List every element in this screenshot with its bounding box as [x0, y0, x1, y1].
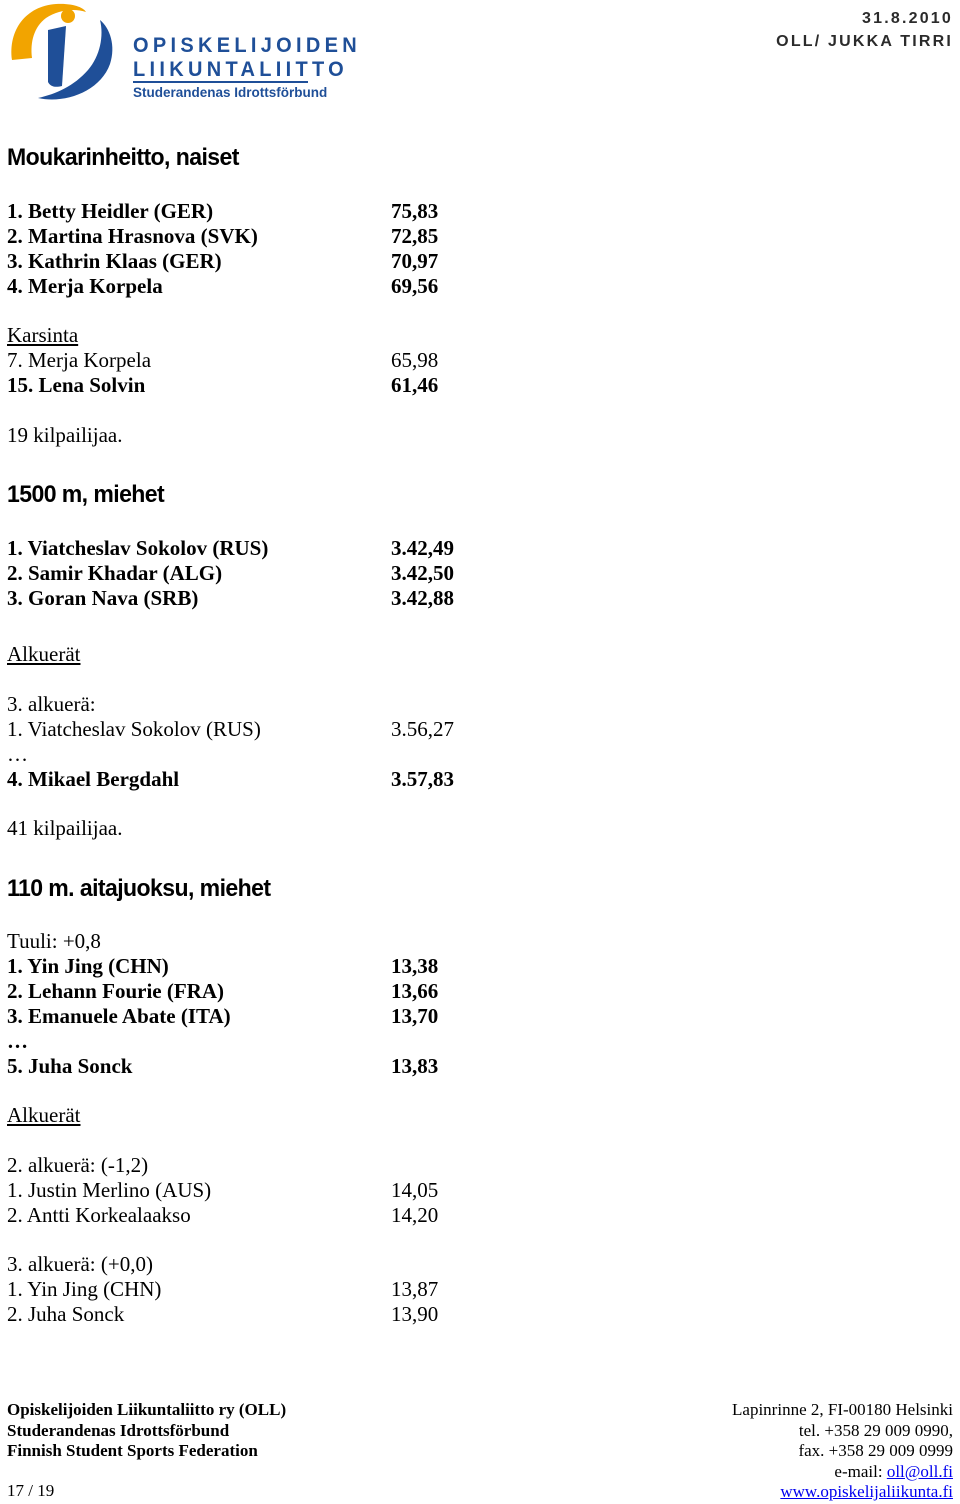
result-value: 65,98 [391, 348, 439, 372]
athlete-name: 2. Samir Khadar (ALG) [7, 561, 223, 585]
section-title-1500m: 1500 m, miehet [7, 481, 165, 508]
section-title-110m-hurdles: 110 m. aitajuoksu, miehet [7, 875, 271, 902]
result-value: 13,70 [391, 1004, 439, 1028]
footer-organization [7, 1400, 286, 1462]
result-value: 3.42,88 [391, 586, 454, 610]
result-value: 14,20 [391, 1203, 439, 1227]
result-value: 61,46 [391, 373, 439, 397]
result-value: 3.42,50 [391, 561, 454, 585]
qualification-label: Karsinta [7, 323, 79, 347]
result-value: 13,38 [391, 954, 439, 978]
page-number: 17 / 19 [7, 1481, 55, 1500]
wind-reading: Tuuli: +0,8 [7, 929, 101, 953]
footer-phone: tel. +358 29 009 0990, [798, 1420, 953, 1440]
athlete-name: 5. Juha Sonck [7, 1054, 133, 1078]
athlete-name: 7. Merja Korpela [7, 348, 152, 372]
participant-count: 41 kilpailijaa. [7, 816, 123, 840]
footer-org-line: Studerandenas Idrottsförbund [7, 1420, 230, 1440]
logo-text-line1: OPISKELIJOIDEN [133, 34, 362, 58]
athlete-name: 15. Lena Solvin [7, 373, 146, 397]
result-value: 72,85 [391, 224, 439, 248]
result-value: 13,66 [391, 979, 439, 1003]
result-value: 69,56 [391, 274, 439, 298]
ellipsis: … [7, 742, 28, 766]
header-date: 31.8.2010 [862, 10, 953, 27]
logo-divider [133, 81, 308, 83]
result-value: 13,90 [391, 1302, 439, 1326]
result-value: 3.42,49 [391, 536, 454, 560]
result-value: 13,83 [391, 1054, 439, 1078]
athlete-name: 1. Viatcheslav Sokolov (RUS) [7, 717, 261, 741]
athlete-name: 1. Yin Jing (CHN) [7, 954, 169, 978]
heat-label: 2. alkuerä: (-1,2) [7, 1153, 149, 1177]
section-title-hammer: Moukarinheitto, naiset [7, 144, 239, 171]
result-value: 3.57,83 [391, 767, 454, 791]
participant-count: 19 kilpailijaa. [7, 423, 123, 447]
result-value: 70,97 [391, 249, 439, 273]
athlete-name: 3. Kathrin Klaas (GER) [7, 249, 222, 273]
logo-text-line2: LIIKUNTALIITTO [133, 58, 348, 82]
email-link[interactable]: oll@oll.fi [886, 1461, 953, 1481]
athlete-name: 3. Goran Nava (SRB) [7, 586, 199, 610]
result-value: 14,05 [391, 1178, 439, 1202]
athlete-name: 1. Yin Jing (CHN) [7, 1277, 162, 1301]
footer-org-line: Finnish Student Sports Federation [7, 1441, 258, 1460]
athlete-name: 2. Lehann Fourie (FRA) [7, 979, 224, 1003]
athlete-name: 1. Justin Merlino (AUS) [7, 1178, 212, 1202]
footer-fax: fax. +358 29 009 0999 [798, 1441, 953, 1460]
heats-label: Alkuerät [7, 642, 81, 666]
result-value: 13,87 [391, 1277, 439, 1301]
athlete-name: 1. Betty Heidler (GER) [7, 199, 214, 223]
athlete-name: 4. Merja Korpela [7, 274, 163, 298]
result-value: 3.56,27 [391, 717, 454, 741]
oll-logo-icon [4, 0, 116, 106]
footer-contact [732, 1400, 953, 1503]
athlete-name: 2. Martina Hrasnova (SVK) [7, 224, 258, 248]
heat-label: 3. alkuerä: (+0,0) [7, 1252, 153, 1276]
athlete-name: 2. Juha Sonck [7, 1302, 125, 1326]
heat-label: 3. alkuerä: [7, 692, 96, 716]
athlete-name: 3. Emanuele Abate (ITA) [7, 1004, 231, 1028]
athlete-name: 1. Viatcheslav Sokolov (RUS) [7, 536, 269, 560]
athlete-name: 4. Mikael Bergdahl [7, 767, 180, 791]
heats-label: Alkuerät [7, 1103, 81, 1127]
footer-org-line: Opiskelijoiden Liikuntaliitto ry (OLL) [7, 1400, 287, 1419]
header-author: OLL/ JUKKA TIRRI [776, 33, 953, 50]
ellipsis: … [7, 1029, 28, 1053]
website-link[interactable]: www.opiskelijaliikunta.fi [780, 1482, 953, 1501]
logo-text-line3: Studerandenas Idrottsförbund [133, 85, 328, 100]
footer-email-line [732, 1462, 953, 1483]
footer-address: Lapinrinne 2, FI-00180 Helsinki [732, 1400, 953, 1419]
footer-email-label: e-mail: [834, 1461, 887, 1481]
result-value: 75,83 [391, 199, 439, 223]
athlete-name: 2. Antti Korkealaakso [7, 1203, 191, 1227]
